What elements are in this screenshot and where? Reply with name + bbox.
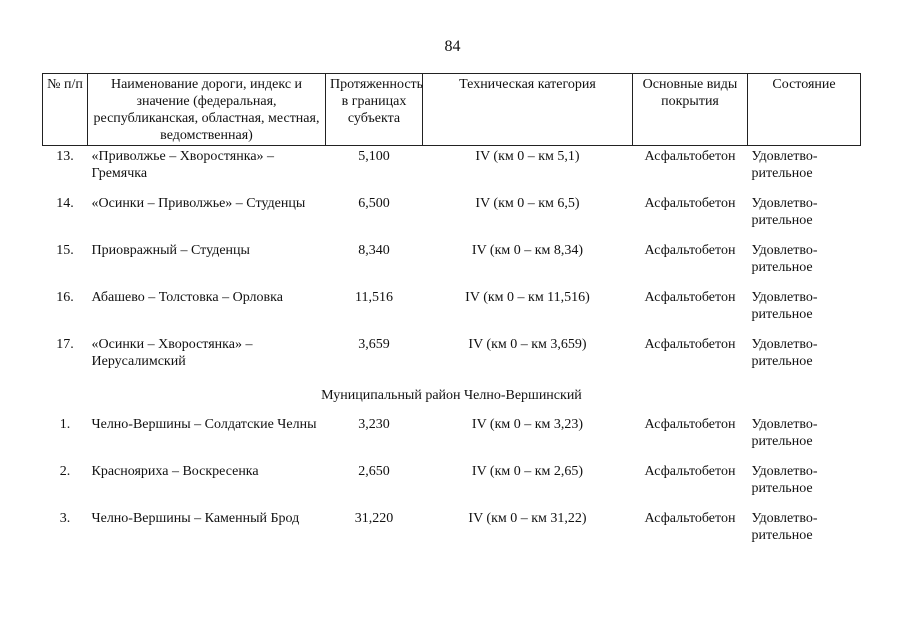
row-category: IV (км 0 – км 3,659) [468, 337, 587, 352]
row-length: 31,220 [354, 511, 394, 526]
row-category: IV (км 0 – км 6,5) [475, 196, 580, 211]
row-length: 8,340 [358, 243, 390, 258]
row-length: 11,516 [355, 290, 393, 305]
row-cover: Асфальтобетон [644, 149, 736, 164]
table-row [43, 195, 861, 242]
row-road-name: Челно-Вершины – Каменный Брод [91, 511, 300, 526]
table-row [43, 146, 861, 196]
header-length: Протяженность в границах субъекта [326, 74, 423, 146]
table-row [43, 416, 861, 463]
row-num: 15. [56, 243, 74, 258]
table-row [43, 242, 861, 289]
row-category: IV (км 0 – км 5,1) [475, 149, 580, 164]
row-num: 1. [59, 417, 71, 432]
header-road-name: Наименование дороги, индекс и значение (федеральная, республиканская, областная, местная, ведомственная) [88, 74, 326, 146]
row-cover: Асфальтобетон [644, 243, 736, 258]
header-state: Состояние [748, 74, 861, 146]
row-state: Удовлетворительное [751, 196, 818, 228]
row-cover: Асфальтобетон [644, 464, 736, 479]
row-road-name: Челно-Вершины – Солдатские Челны [91, 417, 317, 432]
row-num: 14. [56, 196, 74, 211]
row-state: Удовлетворительное [751, 243, 818, 275]
row-category: IV (км 0 – км 2,65) [471, 464, 584, 479]
row-road-name: Абашево – Толстовка – Орловка [91, 290, 283, 305]
section-title: Муниципальный район Челно-Вершинский [321, 388, 582, 403]
table-header-row [43, 74, 861, 146]
row-category: IV (км 0 – км 3,23) [471, 417, 584, 432]
row-length: 6,500 [358, 196, 390, 211]
table-row [43, 463, 861, 510]
row-num: 17. [56, 337, 74, 352]
row-state: Удовлетворительное [751, 417, 818, 449]
header-num: № п/п [43, 74, 88, 146]
row-state: Удовлетворительное [751, 337, 818, 369]
row-road-name: Приовражный – Студенцы [91, 243, 250, 258]
row-category: IV (км 0 – км 11,516) [465, 290, 590, 305]
row-num: 2. [59, 464, 71, 479]
row-state: Удовлетворительное [751, 149, 818, 181]
row-road-name: Краснояриха – Воскресенка [91, 464, 259, 479]
roads-table [42, 73, 861, 557]
table-row [43, 336, 861, 383]
row-num: 3. [59, 511, 71, 526]
row-num: 13. [56, 149, 74, 164]
header-category: Техническая категория [423, 74, 633, 146]
section-row [43, 383, 861, 416]
row-cover: Асфальтобетон [644, 511, 736, 526]
row-state: Удовлетворительное [751, 290, 818, 322]
row-length: 2,650 [358, 464, 390, 479]
header-cover: Основные виды покрытия [633, 74, 748, 146]
table-row [43, 510, 861, 557]
table-row [43, 289, 861, 336]
row-num: 16. [56, 290, 74, 305]
row-category: IV (км 0 – км 8,34) [471, 243, 584, 258]
row-road-name: «Осинки – Приволжье» – Студенцы [91, 196, 306, 211]
row-cover: Асфальтобетон [644, 290, 736, 305]
row-cover: Асфальтобетон [644, 417, 736, 432]
row-length: 5,100 [358, 149, 390, 164]
row-cover: Асфальтобетон [644, 196, 736, 211]
row-state: Удовлетворительное [751, 464, 818, 496]
row-road-name: «Осинки – Хворостянка» – Иерусалимский [91, 337, 253, 369]
row-category: IV (км 0 – км 31,22) [468, 511, 587, 526]
row-length: 3,230 [358, 417, 390, 432]
row-cover: Асфальтобетон [644, 337, 736, 352]
row-state: Удовлетворительное [751, 511, 818, 543]
row-length: 3,659 [358, 337, 390, 352]
row-road-name: «Приволжье – Хворостянка» – Гремячка [91, 149, 275, 181]
page-number: 84 [444, 38, 461, 55]
